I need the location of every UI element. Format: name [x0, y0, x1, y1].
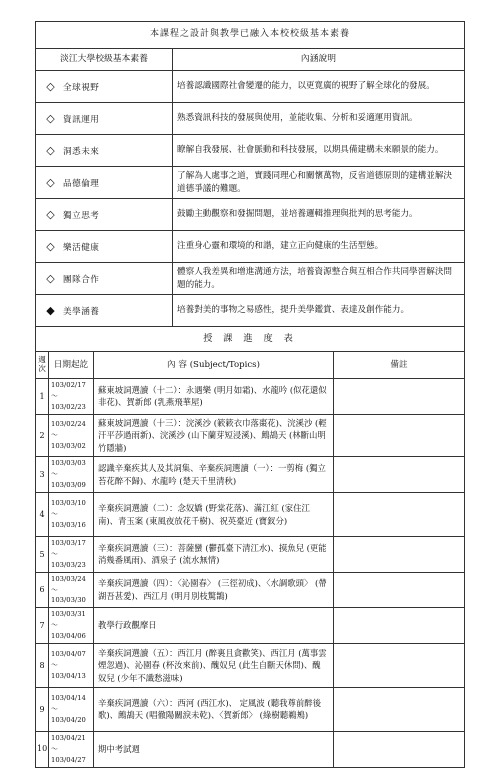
note-cell: [334, 537, 465, 573]
note-cell: [334, 687, 465, 731]
week-number: 5: [36, 537, 49, 573]
document-page: [35, 21, 464, 768]
diamond-icon: ◇: [46, 207, 55, 221]
description-column-header: 內涵說明: [173, 49, 465, 71]
diamond-icon: ◇: [46, 79, 55, 93]
competency-row: [36, 231, 465, 263]
competency-name: 資訊運用: [63, 114, 100, 125]
schedule-rows: [36, 379, 465, 768]
competency-cell: [36, 71, 173, 103]
competency-name: 美學涵養: [63, 306, 100, 317]
schedule-row: [36, 457, 465, 493]
topic-content: 辛棄疾詞選讀（二）：念奴嬌 (野棠花落)、滿江紅 (家住江南)、青玉案 (東風夜放花千樹)、祝英臺近 (寶釵分): [94, 493, 334, 537]
note-cell: [334, 643, 465, 687]
topic-content: 蘇東坡詞選讀（十二）：永遇樂 (明月如霜)、水龍吟 (似花還似非花)、賀新郎 (乳燕飛華屋): [94, 379, 334, 415]
competency-cell: [36, 231, 173, 263]
date-range: 103/04/21～103/04/27: [49, 731, 94, 767]
competency-name: 品德倫理: [63, 178, 100, 189]
topic-content: 期中考試週: [94, 731, 334, 767]
week-number: 8: [36, 643, 49, 687]
week-number: 7: [36, 608, 49, 644]
competency-row: [36, 71, 465, 103]
week-column-header: 週次: [36, 352, 49, 379]
note-cell: [334, 414, 465, 457]
competency-row: [36, 295, 465, 327]
date-range: 103/03/10～103/03/16: [49, 493, 94, 537]
topic-content: 辛棄疾詞選讀（五）：西江月 (醉裏且貪歡笑)、西江月 (萬事雲煙忽過)、沁園春 (杯汝來前)、醜奴兒 (此生自斷天休問)、醜奴兒 (少年不識愁滋味): [94, 643, 334, 687]
date-range: 103/03/17～103/03/23: [49, 537, 94, 573]
topic-content: 辛棄疾詞選讀（三）：菩薩蠻 (鬱孤臺下清江水)、摸魚兒 (更能消幾番風雨)、酒泉子 (流水無情): [94, 537, 334, 573]
schedule-table: [35, 326, 465, 768]
date-range: 103/04/07～103/04/13: [49, 643, 94, 687]
competency-description: 培養認識國際社會變遷的能力，以更寬廣的視野了解全球化的發展。: [173, 71, 465, 103]
date-range: 103/03/03～103/03/09: [49, 457, 94, 493]
week-number: 10: [36, 731, 49, 767]
diamond-icon: ◇: [46, 111, 55, 125]
topic-content: 辛棄疾詞選讀（四）：〈沁園春〉 (三徑初成)、〈水調歌頭〉 (帶湖吾甚愛)、西江月 (明月別枝驚鵲): [94, 572, 334, 608]
note-cell: [334, 572, 465, 608]
competency-name: 全球視野: [63, 82, 100, 93]
diamond-icon: ◇: [46, 271, 55, 285]
date-range: 103/03/31～103/04/06: [49, 608, 94, 644]
competency-column-header: 淡江大學校級基本素養: [36, 49, 173, 71]
date-range: 103/02/24～103/03/02: [49, 414, 94, 457]
filled-diamond-icon: ◆: [46, 303, 55, 317]
competency-row: [36, 103, 465, 135]
week-number: 4: [36, 493, 49, 537]
schedule-row: [36, 608, 465, 644]
competency-description: 體察人我差異和增進溝通方法，培養資源整合與互相合作共同學習解決問題的能力。: [173, 263, 465, 295]
note-cell: [334, 493, 465, 537]
competency-name: 洞悉未來: [63, 146, 100, 157]
competency-row: [36, 167, 465, 199]
topic-content: 教學行政觀摩日: [94, 608, 334, 644]
week-number: 3: [36, 457, 49, 493]
week-number: 9: [36, 687, 49, 731]
date-range: 103/02/17～103/02/23: [49, 379, 94, 415]
topic-content: 認識辛棄疾其人及其詞集、辛棄疾詞選讀（一）：一剪梅 (獨立苔花醉不歸)、水龍吟 (楚天千里清秋): [94, 457, 334, 493]
diamond-icon: ◇: [46, 175, 55, 189]
schedule-row: [36, 687, 465, 731]
competency-description: 注重身心靈和環境的和諧，建立正向健康的生活型態。: [173, 231, 465, 263]
note-column-header: 備註: [334, 352, 465, 379]
competency-name: 團隊合作: [63, 274, 100, 285]
content-column-header: 內 容 (Subject/Topics): [94, 352, 334, 379]
competency-cell: [36, 199, 173, 231]
schedule-row: [36, 493, 465, 537]
competency-name: 樂活健康: [63, 242, 100, 253]
competency-description: 了解為人處事之道，實踐同理心和關懷萬物，反省道德原則的建構並解決道德爭議的難題。: [173, 167, 465, 199]
competency-cell: [36, 103, 173, 135]
schedule-row: [36, 643, 465, 687]
schedule-row: [36, 731, 465, 767]
date-range: 103/03/24～103/03/30: [49, 572, 94, 608]
topic-content: 蘇東坡詞選讀（十三）：浣溪沙 (簌簌衣巾落棗花)、浣溪沙 (輕汗平莎過雨新)、浣溪沙 (山下蘭芽短浸溪)、鷓鴣天 (林斷山明竹隱牆): [94, 414, 334, 457]
competency-cell: [36, 295, 173, 327]
competency-cell: [36, 263, 173, 295]
note-cell: [334, 457, 465, 493]
note-cell: [334, 379, 465, 415]
competency-row: [36, 199, 465, 231]
week-number: 2: [36, 414, 49, 457]
competency-row: [36, 135, 465, 167]
competency-rows: [36, 71, 465, 327]
note-cell: [334, 608, 465, 644]
week-number: 1: [36, 379, 49, 415]
diamond-icon: ◇: [46, 239, 55, 253]
dates-column-header: 日期起訖: [49, 352, 94, 379]
competency-row: [36, 263, 465, 295]
schedule-title: 授 課 進 度 表: [36, 327, 465, 352]
competency-name: 獨立思考: [63, 210, 100, 221]
competency-description: 鼓勵主動觀察和發掘問題，並培養邏輯推理與批判的思考能力。: [173, 199, 465, 231]
date-range: 103/04/14～103/04/20: [49, 687, 94, 731]
week-number: 6: [36, 572, 49, 608]
schedule-row: [36, 537, 465, 573]
competency-cell: [36, 167, 173, 199]
competency-description: 瞭解自我發展、社會脈動和科技發展，以期具備建構未來願景的能力。: [173, 135, 465, 167]
competency-cell: [36, 135, 173, 167]
diamond-icon: ◇: [46, 143, 55, 157]
schedule-row: [36, 379, 465, 415]
competency-description: 培養對美的事物之易感性，提升美學鑑賞、表達及創作能力。: [173, 295, 465, 327]
competency-table: [35, 21, 465, 327]
table-title: 本課程之設計與教學已融入本校校級基本素養: [36, 22, 465, 49]
topic-content: 辛棄疾詞選讀（六）：西河 (西江水)、 定風波 (聽我尊前醉後歌)、鷓鴣天 (唱徹陽關淚未乾)、〈賀新郎〉 (綠樹聽鵜鴂): [94, 687, 334, 731]
schedule-row: [36, 414, 465, 457]
competency-description: 熟悉資訊科技的發展與使用，並能收集、分析和妥適運用資訊。: [173, 103, 465, 135]
note-cell: [334, 731, 465, 767]
schedule-row: [36, 572, 465, 608]
